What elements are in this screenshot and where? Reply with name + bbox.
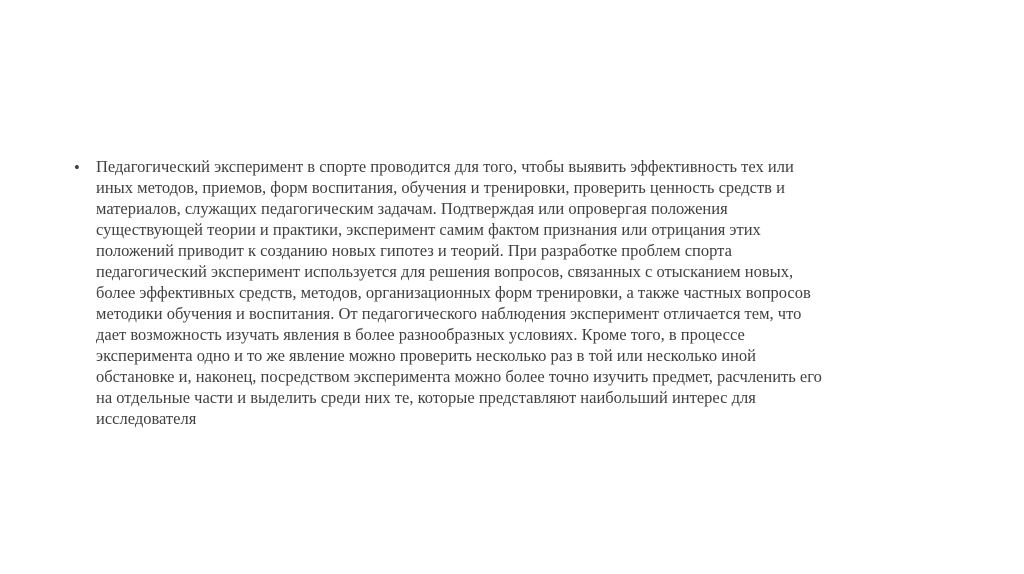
paragraph-line: материалов, служащих педагогическим задачам. Подтверждая или опровергая положения xyxy=(96,199,728,218)
paragraph-line: эксперимента одно и то же явление можно проверить несколько раз в той или несколько иной xyxy=(96,346,756,365)
bullet-list xyxy=(74,156,822,429)
paragraph-line: положений приводит к созданию новых гипотез и теорий. При разработке проблем спорта xyxy=(96,241,732,260)
paragraph xyxy=(96,156,822,429)
paragraph-line: методики обучения и воспитания. От педагогического наблюдения эксперимент отличается тем, что xyxy=(96,304,802,323)
bullet-item xyxy=(74,156,822,429)
paragraph-line: дает возможность изучать явления в более разнообразных условиях. Кроме того, в процессе xyxy=(96,325,745,344)
paragraph-line: исследователя xyxy=(96,409,197,428)
paragraph-line: иных методов, приемов, форм воспитания, обучения и тренировки, проверить ценность средств и xyxy=(96,178,785,197)
paragraph-line: более эффективных средств, методов, организационных форм тренировки, а также частных вопросов xyxy=(96,283,811,302)
paragraph-line: существующей теории и практики, эксперимент самим фактом признания или отрицания этих xyxy=(96,220,761,239)
paragraph-line: педагогический эксперимент используется для решения вопросов, связанных с отысканием новых, xyxy=(96,262,794,281)
paragraph-line: Педагогический эксперимент в спорте проводится для того, чтобы выявить эффективность тех или xyxy=(96,157,794,176)
bullet-dot: • xyxy=(74,158,80,177)
paragraph-line: на отдельные части и выделить среди них те, которые представляют наибольший интерес для xyxy=(96,388,756,407)
paragraph-line: обстановке и, наконец, посредством эксперимента можно более точно изучить предмет, расчленить его xyxy=(96,367,822,386)
